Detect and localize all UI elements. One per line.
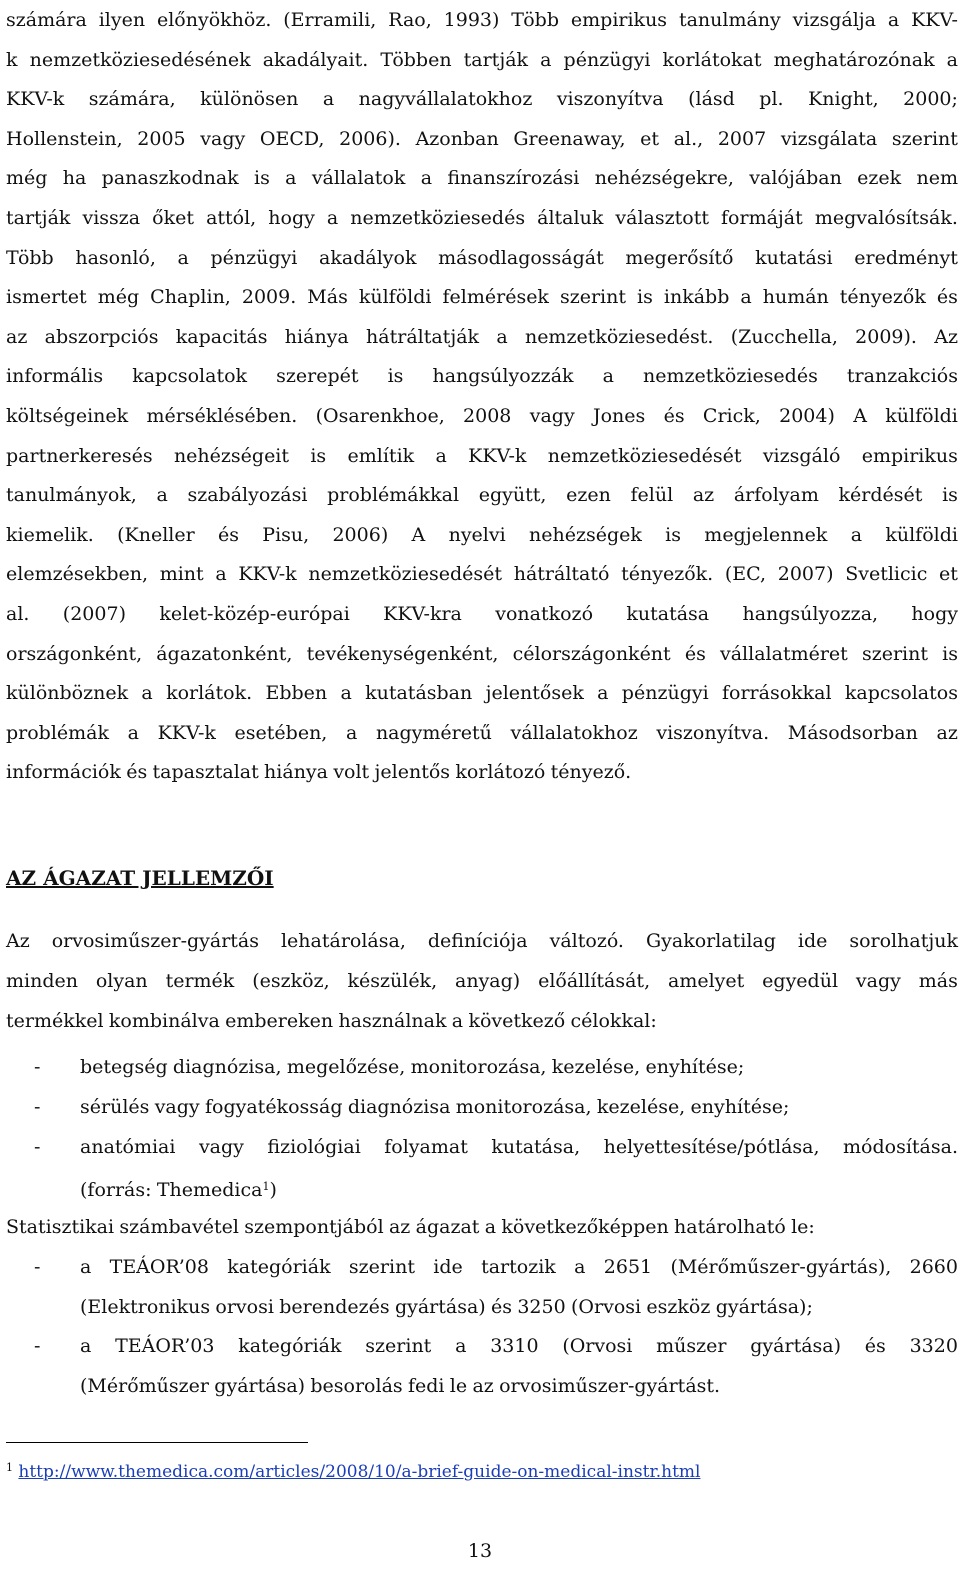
text-line: (Elektronikus orvosi berendezés gyártása) és 3250 (Orvosi eszköz gyártása); (80, 1296, 813, 1318)
text-line: Hollenstein, 2005 vagy OECD, 2006). Azonban Greenaway, et al., 2007 vizsgálata szerint (6, 127, 958, 150)
text-line: különböznek a korlátok. Ebben a kutatásban jelentősek a pénzügyi forrásokkal kapcsolatos (6, 682, 958, 705)
footnote-number: 1 (6, 1461, 13, 1474)
bullet-dash: - (34, 1136, 41, 1158)
bullet-dash: - (34, 1256, 41, 1278)
page-number: 13 (467, 1540, 493, 1562)
text-line: k nemzetköziesedésének akadályait. Többen tartják a pénzügyi korlátokat meghatározónak a (6, 48, 958, 71)
text-line: kiemelik. (Kneller és Pisu, 2006) A nyelvi nehézségek is megjelennek a külföldi (6, 523, 958, 546)
text-line: (Mérőműszer gyártása) besorolás fedi le az orvosiműszer-gyártást. (80, 1375, 721, 1397)
text-line: partnerkeresés nehézségeit is említik a KKV-k nemzetköziesedését vizsgáló empirikus (6, 444, 958, 467)
text-line: sérülés vagy fogyatékosság diagnózisa monitorozása, kezelése, enyhítése; (80, 1096, 790, 1118)
text-line: Az orvosiműszer-gyártás lehatárolása, definíciója változó. Gyakorlatilag ide sorolhatjuk (6, 930, 958, 952)
text-line: anatómiai vagy fiziológiai folyamat kutatása, helyettesítése/pótlása, módosítása. (80, 1136, 958, 1158)
text-line: betegség diagnózisa, megelőzése, monitorozása, kezelése, enyhítése; (80, 1056, 745, 1078)
bullet-dash: - (34, 1056, 41, 1078)
text-line: tartják vissza őket attól, hogy a nemzetköziesedés általuk választott formáját megvalósítsák. (6, 207, 958, 229)
footnote (6, 1455, 700, 1485)
footnote-reference[interactable]: 1 (262, 1180, 270, 1193)
text-line: országonként, ágazatonként, tevékenységenként, célországonként és vállalatméret szerint is (6, 642, 958, 665)
bullet-dash: - (34, 1335, 41, 1357)
text-line: költségeinek mérséklésében. (Osarenkhoe, 2008 vagy Jones és Crick, 2004) A külföldi (6, 405, 958, 427)
text-line: a TEÁOR’03 kategóriák szerint a 3310 (Orvosi műszer gyártása) és 3320 (80, 1335, 958, 1357)
closing-parenthesis: ) (269, 1179, 277, 1201)
text-line: elemzésekben, mint a KKV-k nemzetköziesedését hátráltató tényezők. (EC, 2007) Svetlicic et (6, 563, 958, 586)
text-line: problémák a KKV-k esetében, a nagyméretű vállalatokhoz viszonyítva. Másodsorban az (6, 721, 958, 744)
text-line: tanulmányok, a szabályozási problémákkal együtt, ezen felül az árfolyam kérdését is (6, 484, 958, 507)
bullet-dash: - (34, 1096, 41, 1118)
text-line: a TEÁOR’08 kategóriák szerint ide tartozik a 2651 (Mérőműszer-gyártás), 2660 (80, 1256, 958, 1278)
text-line: Több hasonló, a pénzügyi akadályok másodlagosságát megerősítő kutatási eredményt (6, 246, 958, 269)
text-line: termékkel kombinálva embereken használnak a következő célokkal: (6, 1010, 657, 1032)
text-line: minden olyan termék (eszköz, készülék, anyag) előállítását, amelyet egyedül vagy más (6, 970, 958, 992)
text-line: ismertet még Chaplin, 2009. Más külföldi felmérések szerint is inkább a humán tényezők és (6, 286, 958, 309)
text-line: KKV-k számára, különösen a nagyvállalatokhoz viszonyítva (lásd pl. Knight, 2000; (6, 88, 958, 111)
text-line: információk és tapasztalat hiánya volt jelentős korlátozó tényező. (6, 761, 632, 784)
text-line: az abszorpciós kapacitás hiánya hátráltatják a nemzetköziesedést. (Zucchella, 2009). Az (6, 325, 958, 348)
text-line: informális kapcsolatok szerepét is hangsúlyozzák a nemzetköziesedés tranzakciós (6, 365, 958, 388)
text-line: (forrás: Themedica$^1$) (80, 1179, 277, 1201)
text-line: még ha panaszkodnak is a vállalatok a finanszírozási nehézségekre, valójában ezek nem (6, 167, 958, 190)
text-line: al. (2007) kelet-közép-európai KKV-kra vonatkozó kutatása hangsúlyozza, hogy (6, 603, 958, 625)
footnote-divider (6, 1442, 308, 1443)
section-heading: AZ ÁGAZAT JELLEMZŐI (6, 866, 274, 890)
text-line: Statisztikai számbavétel szempontjából az ágazat a következőképpen határolható le: (6, 1216, 815, 1238)
footnote-link[interactable]: http://www.themedica.com/articles/2008/10/a-brief-guide-on-medical-instr.html (18, 1462, 701, 1482)
text-line: számára ilyen előnyökhöz. (Erramili, Rao, 1993) Több empirikus tanulmány vizsgálja a KKV- (6, 9, 958, 31)
